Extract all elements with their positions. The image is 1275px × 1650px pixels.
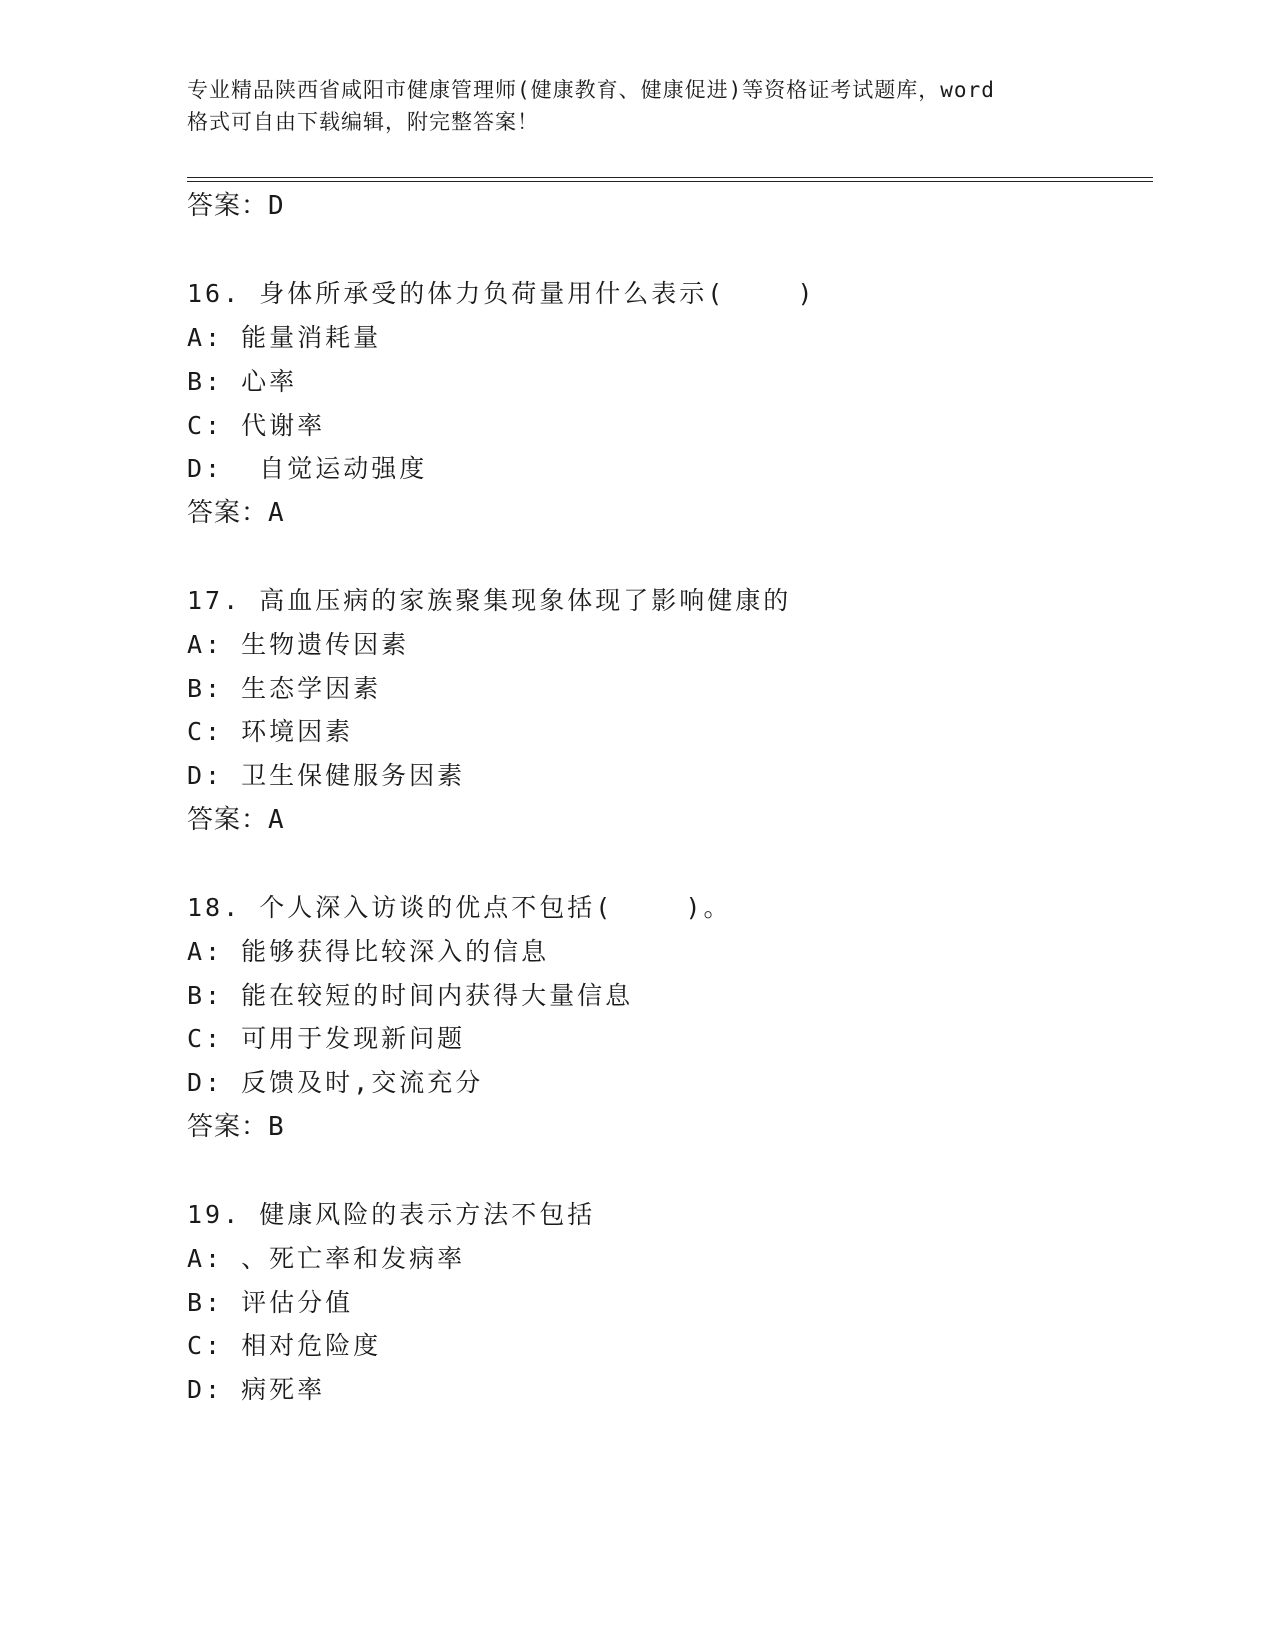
answer-line: 答案：D [187,191,285,221]
question-text: 19. 健康风险的表示方法不包括 [187,1200,596,1229]
option-a: A: 能够获得比较深入的信息 [187,937,550,966]
header-line-1: 专业精品陕西省咸阳市健康管理师(健康教育、健康促进)等资格证考试题库，word [187,78,995,102]
option-c: C: 相对危险度 [187,1331,382,1360]
option-c: C: 代谢率 [187,411,326,440]
page-header [187,74,1117,138]
answer-line: 答案：A [187,805,285,835]
option-d: D: 病死率 [187,1375,326,1404]
question-text: 17. 高血压病的家族聚集现象体现了影响健康的 [187,586,792,615]
option-c: C: 可用于发现新问题 [187,1024,466,1053]
header-line-2: 格式可自由下载编辑，附完整答案！ [187,110,539,134]
option-b: B: 能在较短的时间内获得大量信息 [187,981,634,1010]
option-d: D: 自觉运动强度 [187,454,428,483]
question-text: 18. 个人深入访谈的优点不包括( )。 [187,893,732,922]
option-b: B: 生态学因素 [187,674,382,703]
option-b: B: 心率 [187,367,298,396]
question-text: 16. 身体所承受的体力负荷量用什么表示( ) [187,279,816,308]
option-d: D: 反馈及时,交流充分 [187,1068,484,1097]
option-b: B: 评估分值 [187,1288,354,1317]
option-a: A: 、死亡率和发病率 [187,1244,466,1273]
option-d: D: 卫生保健服务因素 [187,761,466,790]
header-divider [187,177,1153,182]
answer-line: 答案：A [187,498,285,528]
option-a: A: 生物遗传因素 [187,630,410,659]
option-a: A: 能量消耗量 [187,323,382,352]
option-c: C: 环境因素 [187,717,354,746]
answer-line: 答案：B [187,1112,285,1142]
